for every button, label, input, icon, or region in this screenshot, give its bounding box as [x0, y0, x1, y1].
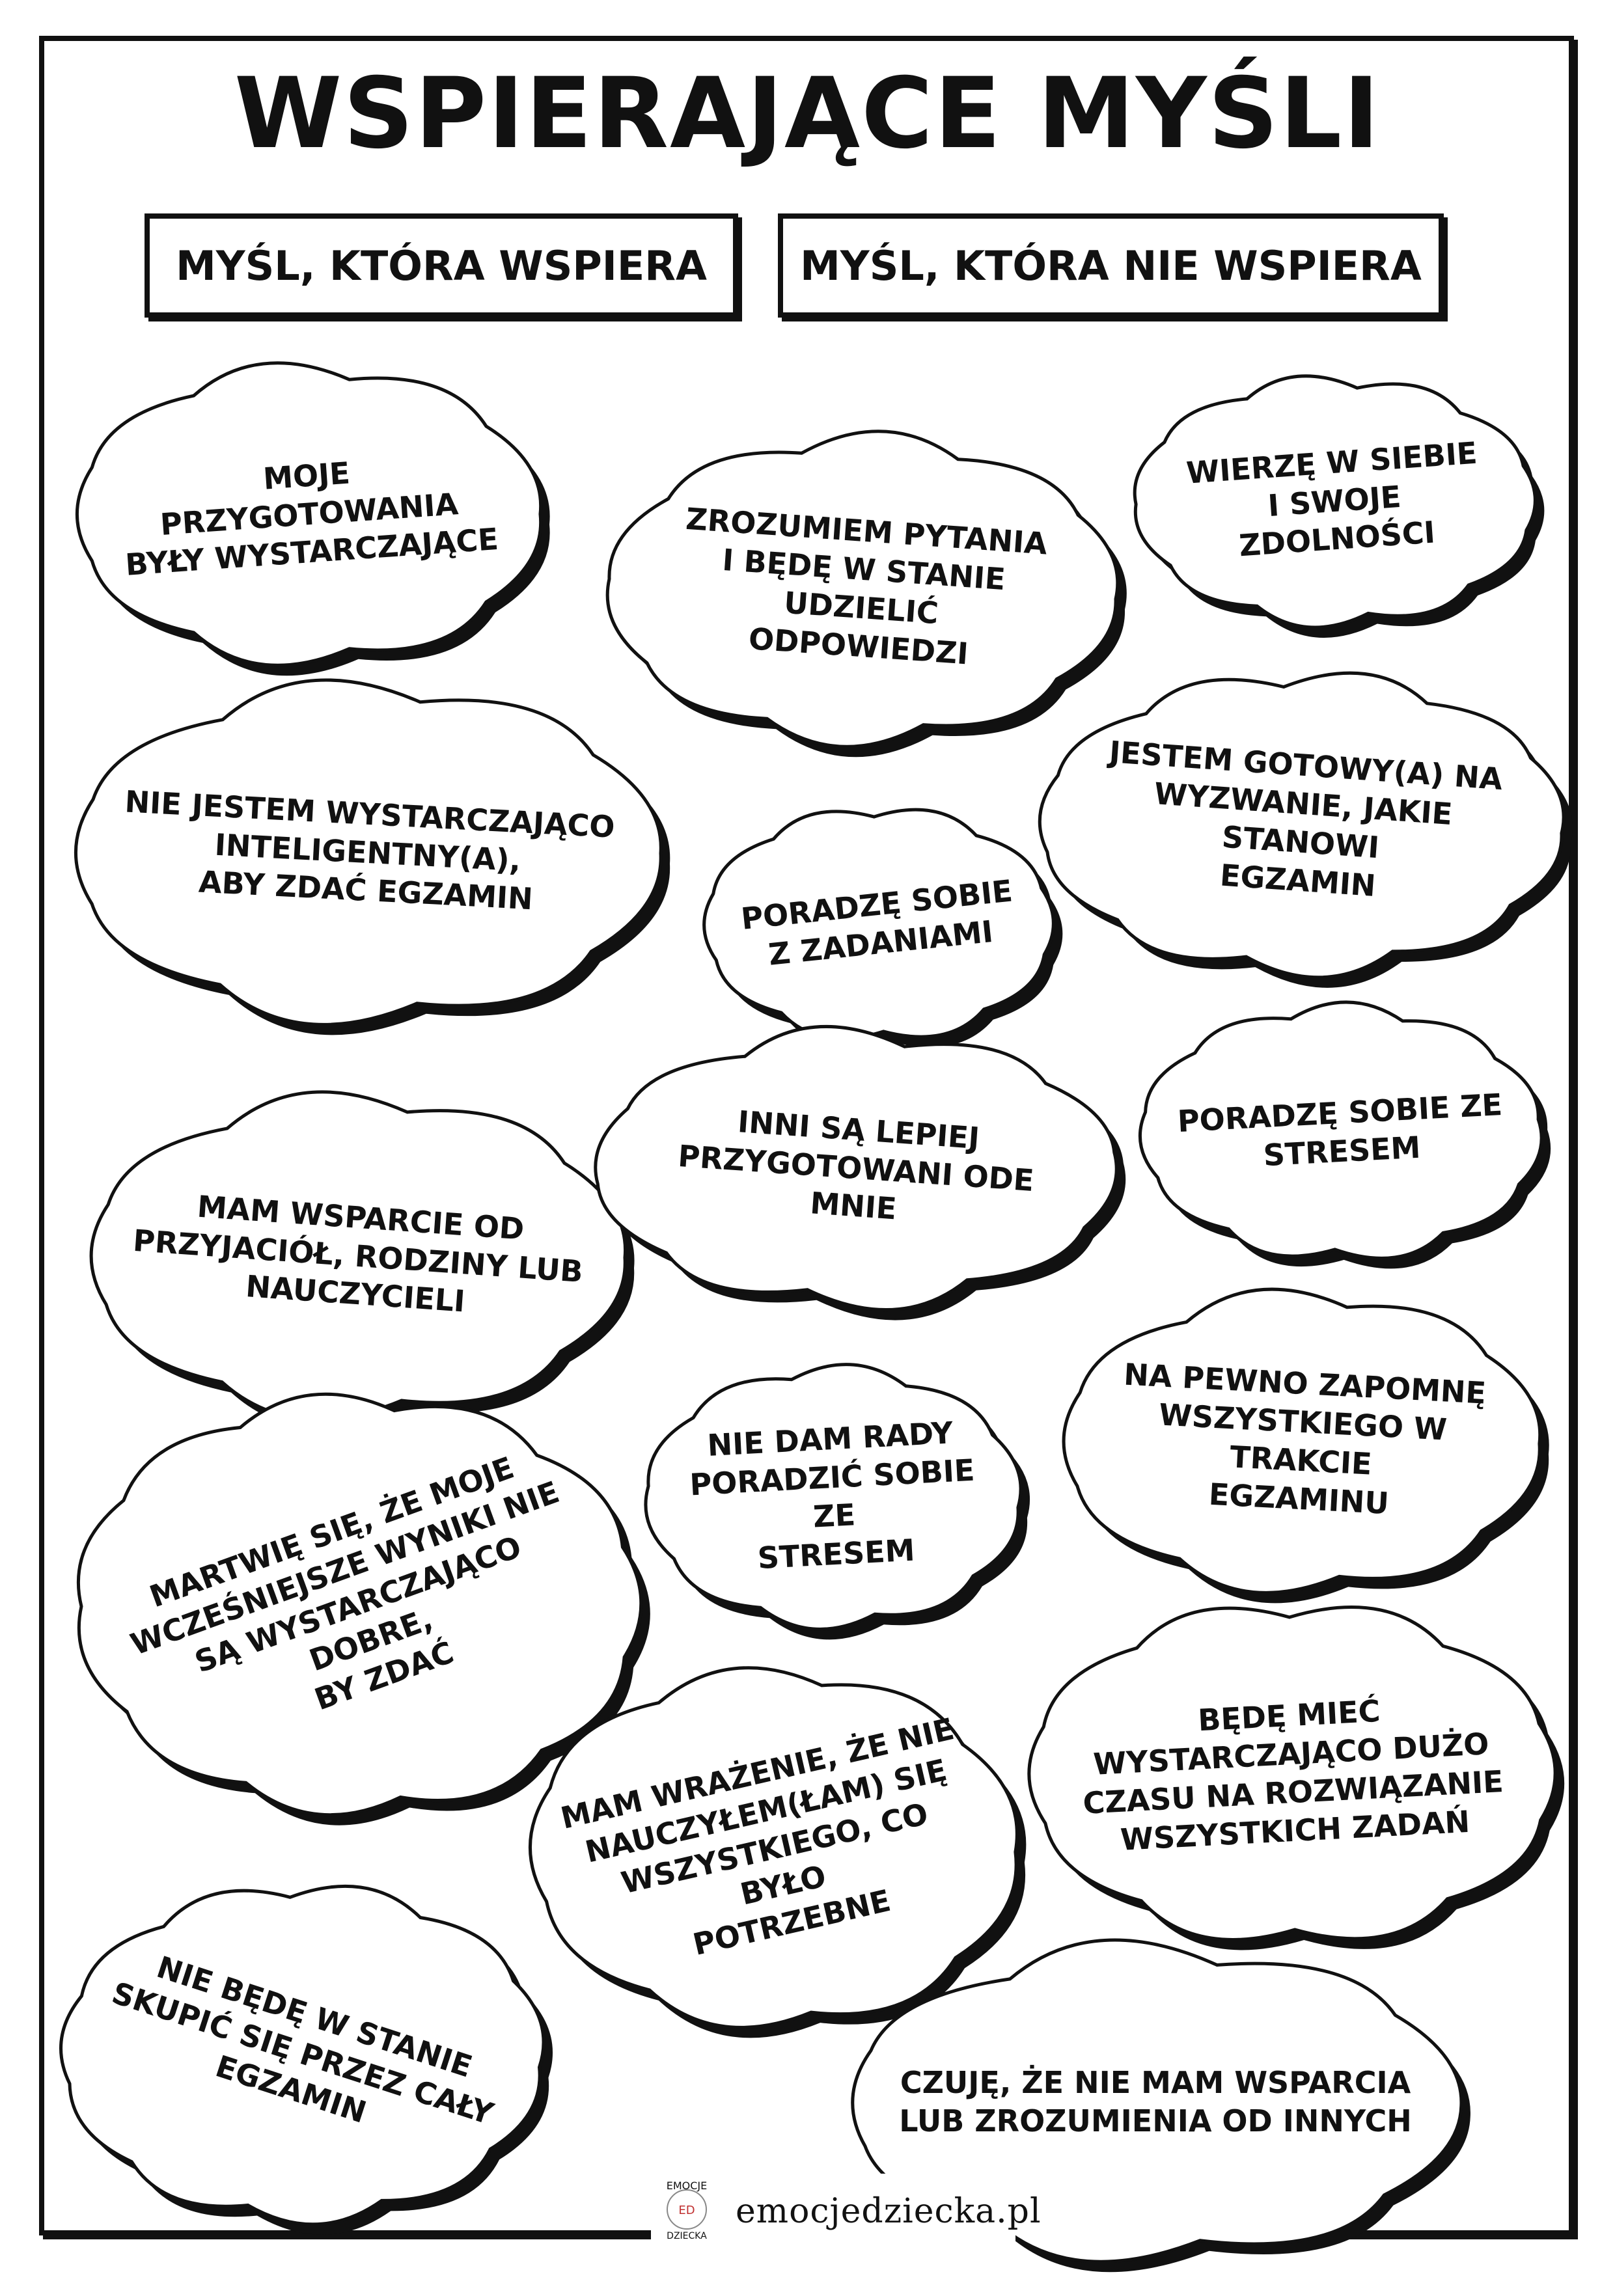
logo-text-mid: ED — [678, 2204, 695, 2217]
cloud-text: NIE DAM RADY PORADZIĆ SOBIE ZE STRESEM — [689, 1415, 976, 1576]
cloud-text: MARTWIĘ SIĘ, ŻE MOJE WCZEŚNIEJSZE WYNIKI NIE SĄ WYSTARCZAJĄCO DOBRE, BY ZDAĆ — [126, 1449, 564, 1717]
thought-cloud[interactable] — [1120, 371, 1549, 631]
logo-text-top: EMOCJE — [666, 2180, 708, 2192]
unsupportive-thought-label — [778, 213, 1444, 318]
thought-cloud[interactable] — [1126, 999, 1556, 1266]
cloud-text: MAM WRAŻENIE, ŻE NIE NAUCZYŁEM(ŁAM) SIĘ WSZYSTKIEGO, CO BYŁO POTRZEBNE — [557, 1711, 958, 1963]
thought-cloud[interactable] — [579, 1028, 1133, 1308]
cloud-text: MOJE PRZYGOTOWANIA BYŁY WYSTARCZAJĄCE — [124, 455, 500, 583]
thought-cloud[interactable] — [49, 1881, 557, 2226]
logo-text-bottom: DZIECKA — [667, 2231, 707, 2241]
website-url[interactable]: emocjedziecka.pl — [736, 2192, 1042, 2231]
cloud-text: PORADZĘ SOBIE ZE STRESEM — [1176, 1087, 1504, 1173]
thought-cloud[interactable] — [1048, 1289, 1556, 1594]
thought-cloud[interactable] — [59, 683, 677, 1022]
cloud-text: CZUJĘ, ŻE NIE MAM WSPARCIA LUB ZROZUMIENIA OD INNYCH — [899, 2065, 1412, 2139]
thought-cloud[interactable] — [1025, 670, 1579, 976]
emocje-dziecka-logo — [651, 2174, 723, 2245]
cloud-text: PORADZĘ SOBIE Z ZADANIAMI — [739, 873, 1014, 972]
footer — [651, 2174, 1042, 2245]
supportive-thought-label-text: MYŚL, KTÓRA WSPIERA — [176, 241, 707, 290]
page-title: WSPIERAJĄCE MYŚLI — [234, 57, 1381, 171]
cloud-text: WIERZĘ W SIEBIE I SWOJE ZDOLNOŚCI — [1185, 435, 1478, 564]
cloud-text: BĘDĘ MIEĆ WYSTARCZAJĄCO DUŻO CZASU NA ROZWIĄZANIE WSZYSTKICH ZADAŃ — [1082, 1693, 1504, 1857]
cloud-text: JESTEM GOTOWY(A) NA WYZWANIE, JAKIE STANOWI EGZAMIN — [1108, 734, 1504, 903]
supportive-thought-label — [145, 213, 738, 318]
cloud-text: NIE JESTEM WYSTARCZAJĄCO INTELIGENTNY(A), ABY ZDAĆ EGZAMIN — [124, 784, 616, 917]
cloud-text: MAM WSPARCIE OD PRZYJACIÓŁ, RODZINY LUB NAUCZYCIELI — [131, 1188, 585, 1320]
cloud-text: ZROZUMIEM PYTANIA I BĘDĘ W STANIE UDZIELIĆ ODPOWIEDZI — [684, 501, 1049, 672]
thought-cloud[interactable] — [1015, 1601, 1569, 1946]
thought-cloud[interactable] — [690, 800, 1068, 1048]
cloud-text: NIE BĘDĘ W STANIE SKUPIĆ SIĘ PRZEZ CAŁY EGZAMIN — [107, 1948, 498, 2131]
unsupportive-thought-label-text: MYŚL, KTÓRA NIE WSPIERA — [800, 241, 1422, 290]
thought-cloud[interactable] — [62, 361, 557, 667]
cloud-text: NA PEWNO ZAPOMNĘ WSZYSTKIEGO W TRAKCIE EGZAMINU — [1123, 1356, 1487, 1521]
thought-cloud[interactable] — [631, 1360, 1035, 1633]
cloud-text: INNI SĄ LEPIEJ PRZYGOTOWANI ODE MNIE — [676, 1103, 1036, 1227]
